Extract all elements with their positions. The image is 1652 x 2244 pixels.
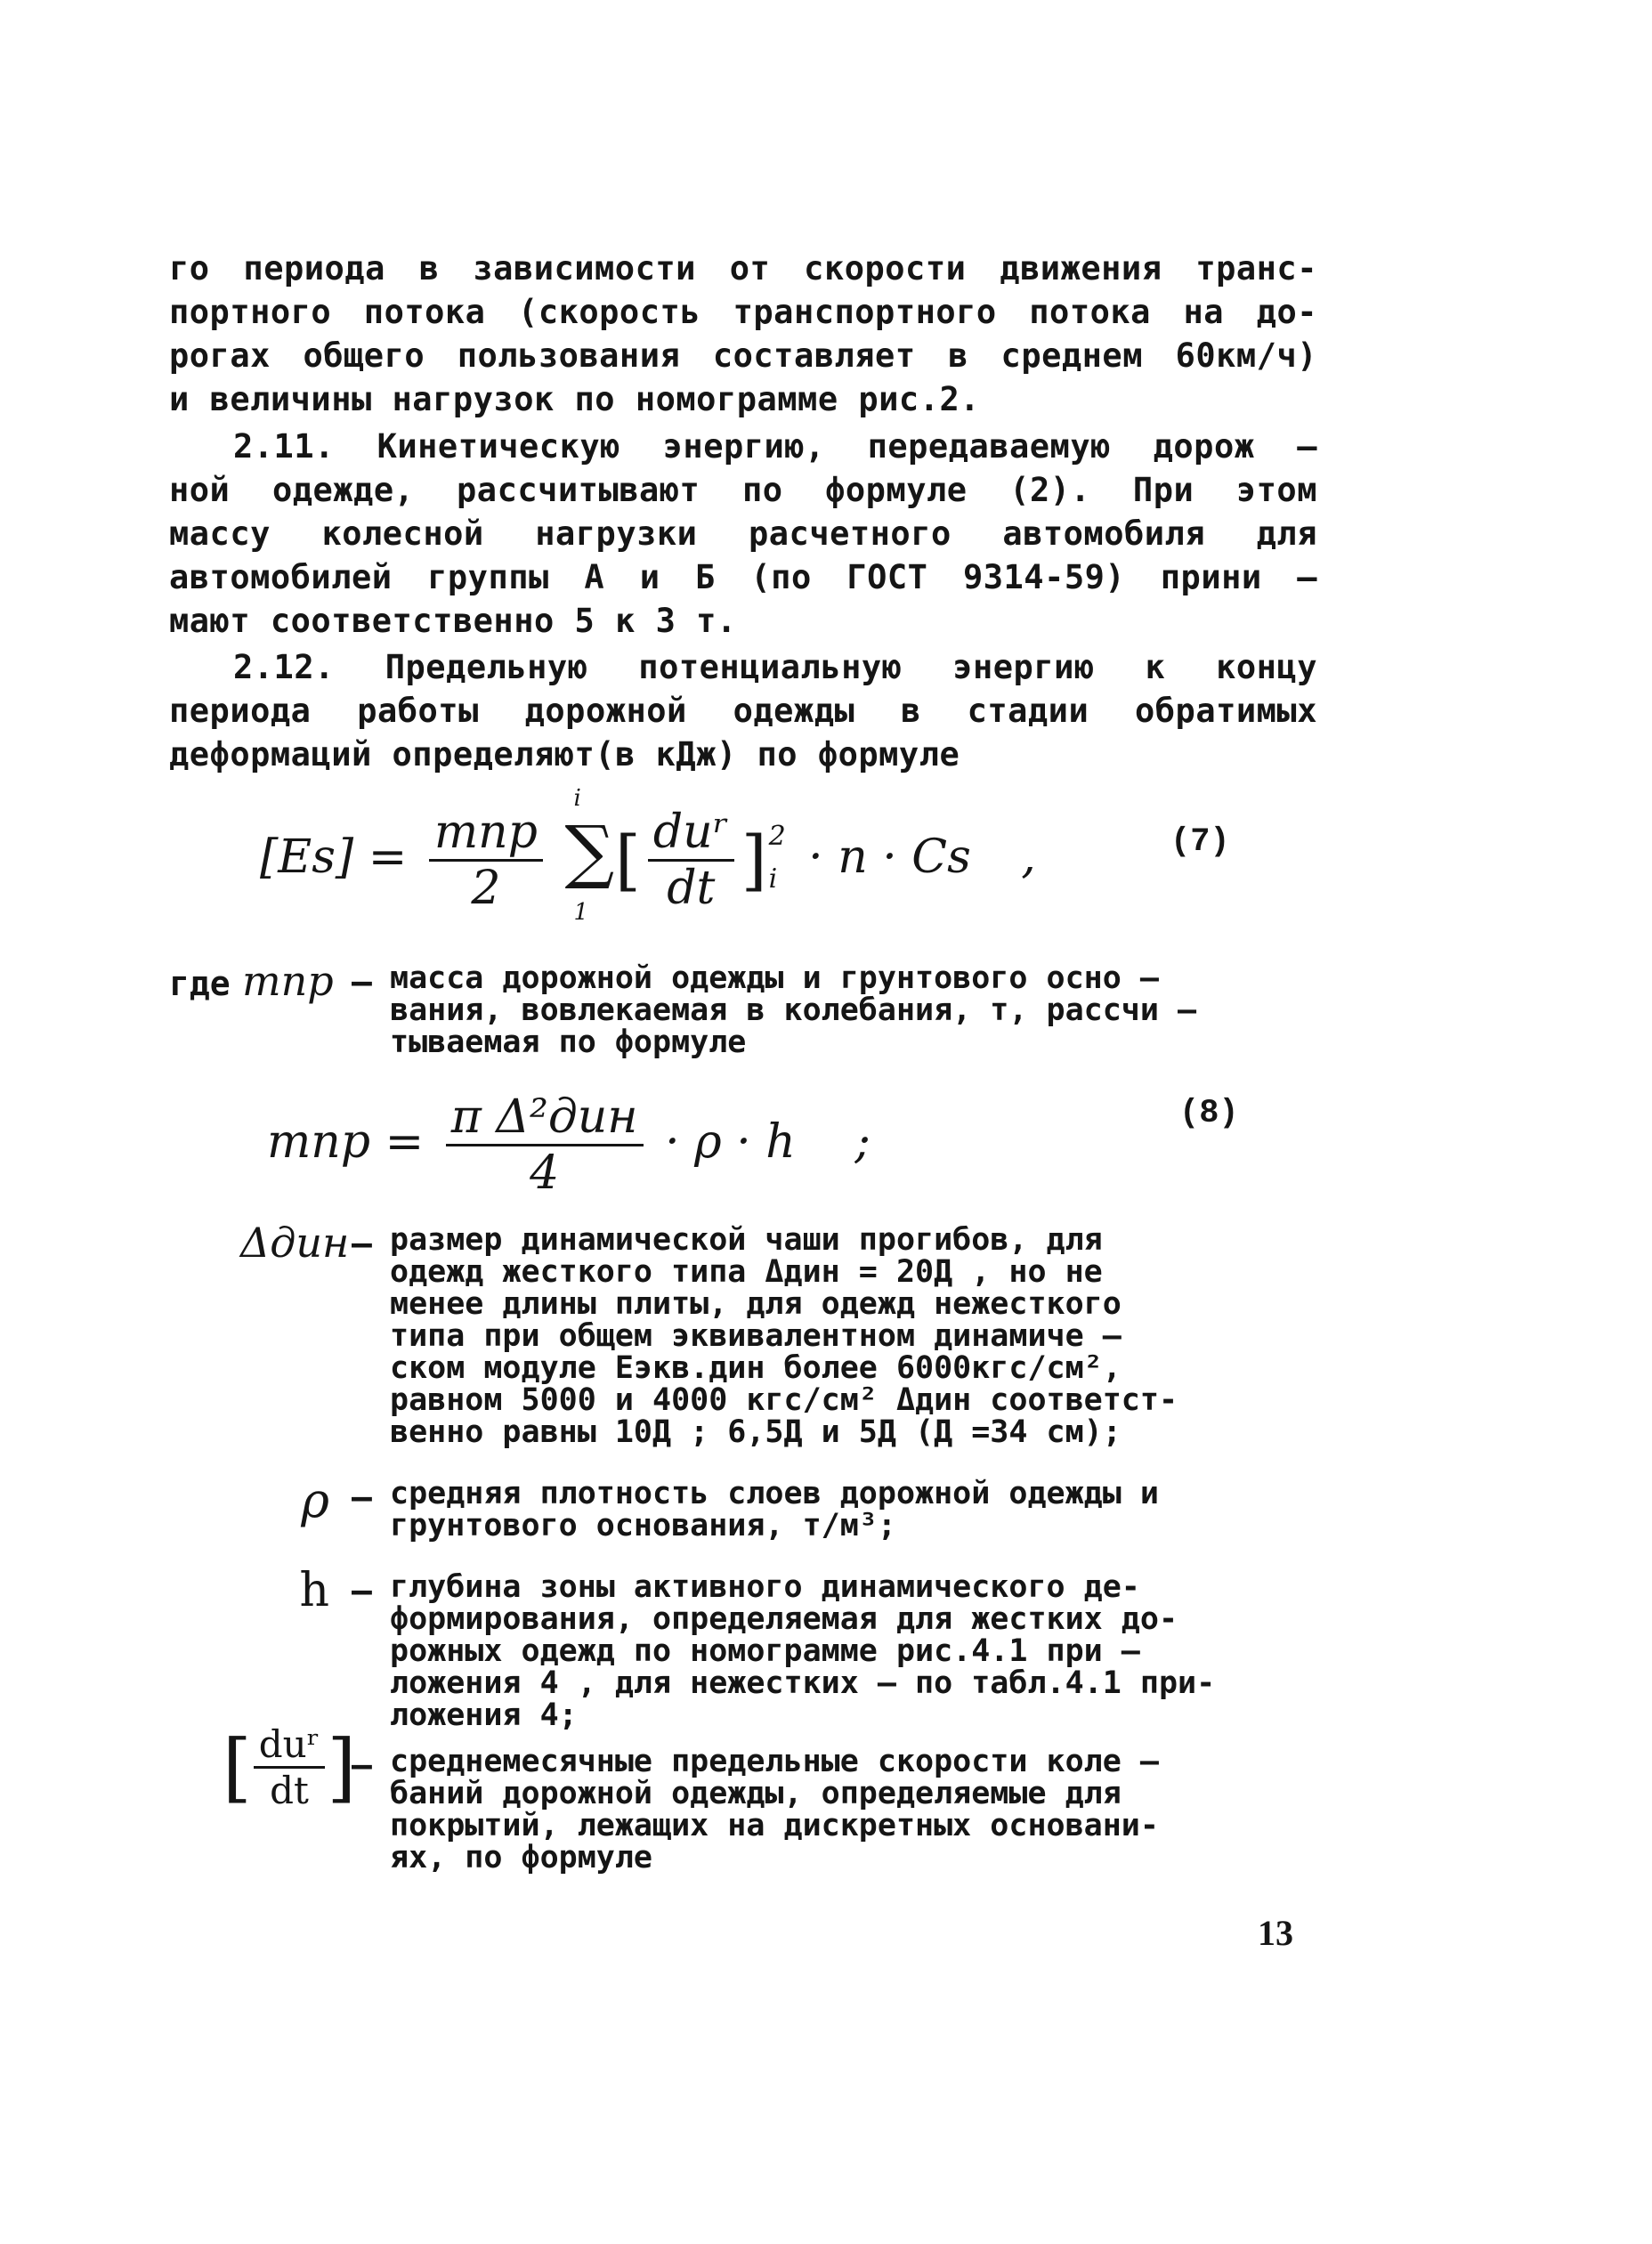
formula-7-comma: , [1021, 830, 1036, 884]
summation-upper: i [573, 784, 581, 812]
fraction-numerator: mпр [429, 806, 543, 862]
summation-lower: 1 [573, 898, 589, 926]
definition-text: глубина зоны активного динамического де- формирования, определяемая для жестких до- рожных одежд по номограмме рис.4.1 при – ложения 4 , для нежестких – по табл.4.1 при- ложения 4; [390, 1569, 1216, 1733]
page-number: 13 [1258, 1913, 1293, 1953]
index-subscript: i [768, 863, 778, 895]
definition-dash: – [352, 1224, 372, 1263]
text-line: ной одежде, рассчитывают по формуле (2). При этом [169, 471, 1317, 509]
summation-icon: ∑ [564, 811, 615, 892]
text-line: и величины нагрузок по номограмме рис.2. [169, 380, 981, 418]
definition-dash: – [352, 1746, 372, 1785]
symbol-delta: Δдин [240, 1219, 350, 1267]
power-superscript: 2 [768, 820, 786, 852]
formula-8-lhs: mпр = [267, 1115, 425, 1169]
equation-number: (8) [1179, 1095, 1239, 1132]
power-index [767, 820, 794, 895]
bracket-close-icon: ] [741, 822, 767, 899]
definition-text: размер динамической чаши прогибов, для одежд жесткого типа Δдин = 20Д , но не менее длины плиты, для одежд нежесткого типа при общем эквивалентном динамиче – ском модуле Eэкв.дин более 6000кгс/см², равном 5000 и 4000 кгс/см² Δдин соответст- венно равны 10Д ; 6,5Д и 5Д (Д =34 см); [390, 1222, 1178, 1450]
symbol-h: h [299, 1564, 329, 1617]
fraction-denominator: dt [270, 1769, 309, 1812]
definition-text: масса дорожной одежды и грунтового осно – вания, вовлекаемая в колебания, т, рассчи – тываемая по формуле [390, 960, 1197, 1060]
text-line: го периода в зависимости от скорости движения транс- [169, 249, 1317, 288]
fraction-numerator: π Δ²дин [446, 1090, 644, 1146]
where-label: где [169, 964, 231, 1003]
text-line: 2.12. Предельную потенциальную энергию к концу [233, 648, 1317, 686]
bracket-open-icon: [ [223, 1723, 252, 1811]
formula-8-fraction [446, 1090, 644, 1200]
equation-number: (7) [1170, 823, 1230, 861]
text-line: 2.11. Кинетическую энергию, передаваемую дорож – [233, 427, 1317, 466]
bracket-close-icon: ] [327, 1723, 357, 1811]
text-line: мают соответственно 5 к 3 т. [169, 602, 737, 640]
fraction-denominator: 4 [530, 1146, 560, 1200]
definition-text: среднемесячные предельные скорости коле – баний дорожной одежды, определяемые для покрытий, лежащих на дискретных основани- ях, по формуле [390, 1744, 1159, 1875]
text-line: рогах общего пользования составляет в среднем 60км/ч) [169, 336, 1317, 375]
velocity-fraction [254, 1722, 326, 1812]
formula-8-semicolon: ; [854, 1115, 871, 1169]
fraction-numerator: duʳ [648, 806, 734, 862]
summation-sign [564, 784, 615, 926]
formula-7-mass-fraction [429, 806, 543, 915]
symbol-velocity [223, 1722, 356, 1812]
formula-7-derivative [648, 806, 734, 915]
text-line: автомобилей группы А и Б (по ГОСТ 9314-59) прини – [169, 558, 1317, 596]
formula-8-tail: · ρ · h [665, 1115, 796, 1169]
fraction-denominator: 2 [471, 862, 501, 915]
bracket-open-icon: [ [615, 822, 641, 899]
text-line: деформаций определяют(в кДж) по формуле [169, 735, 960, 774]
definition-text: средняя плотность слоев дорожной одежды и грунтового основания, т/м³; [390, 1476, 1159, 1543]
definition-dash: – [352, 1478, 372, 1517]
formula-7 [260, 784, 1036, 926]
definition-dash: – [352, 962, 372, 1001]
formula-8 [267, 1090, 871, 1200]
definition-dash: – [352, 1571, 372, 1610]
text-line: периода работы дорожной одежды в стадии обратимых [169, 692, 1317, 730]
symbol-rho: ρ [301, 1472, 329, 1528]
formula-7-lhs: [Es] = [260, 830, 408, 884]
text-line: массу колесной нагрузки расчетного автомобиля для [169, 514, 1317, 553]
fraction-denominator: dt [667, 862, 716, 915]
text-line: портного потока (скорость транспортного потока на до- [169, 293, 1317, 331]
fraction-numerator: duʳ [254, 1722, 326, 1769]
formula-7-tail: · n · Cs [808, 830, 971, 884]
symbol-mass: mпр [242, 957, 334, 1005]
